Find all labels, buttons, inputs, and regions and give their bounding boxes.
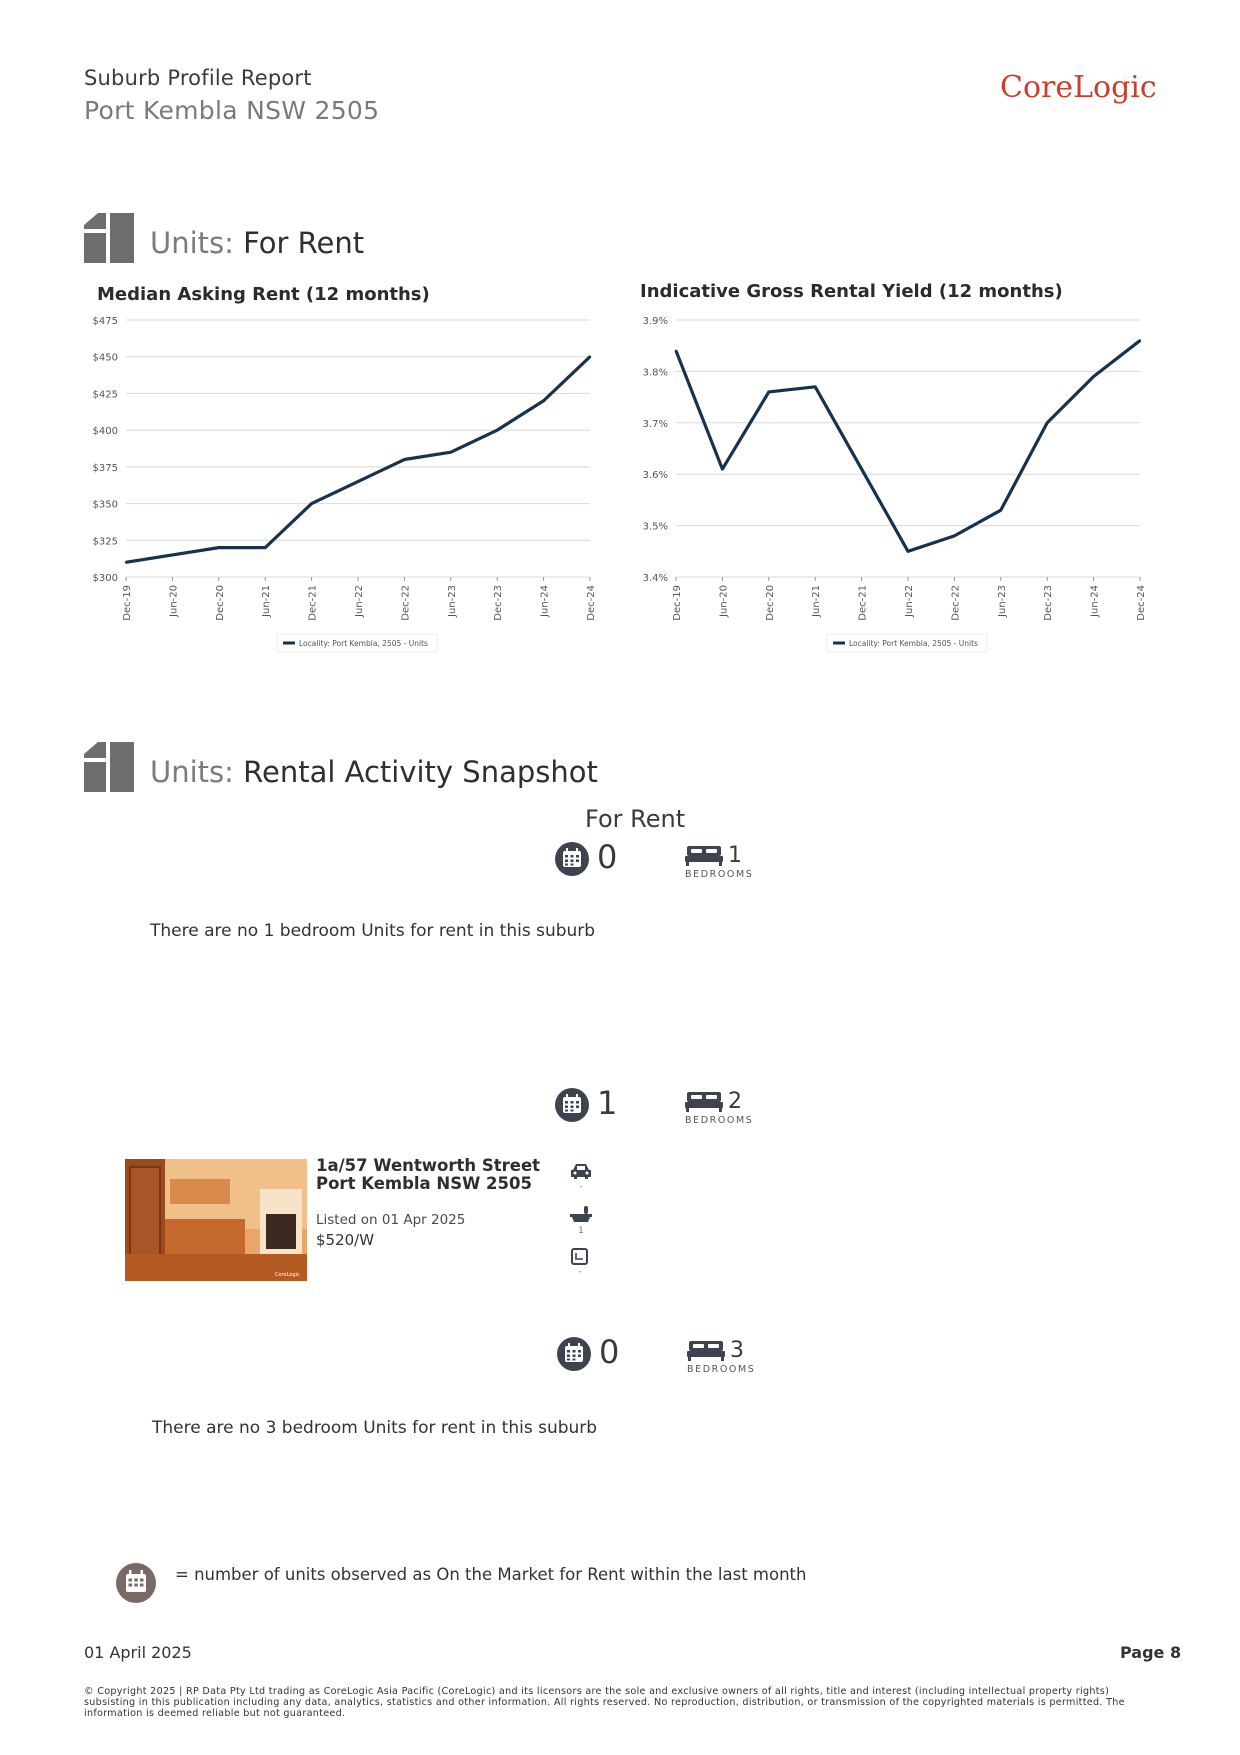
y-tick-label: 3.4% [642, 573, 668, 584]
bedrooms-label: BEDROOMS [685, 869, 754, 880]
bedroom-count: 3 [730, 1338, 744, 1363]
calendar-icon [554, 841, 590, 877]
median-rent-chart [80, 312, 600, 657]
building-icon [84, 742, 134, 792]
data-point [310, 502, 312, 504]
legend-label: Locality: Port Kembla, 2505 - Units [299, 639, 428, 648]
x-tick-label: Jun-23 [446, 585, 458, 617]
address-line-1[interactable]: 1a/57 Wentworth Street [316, 1156, 541, 1175]
section-prefix: Units: [150, 226, 234, 260]
section-prefix: Units: [150, 755, 234, 789]
data-point [450, 451, 452, 453]
footer-date: 01 April 2025 [84, 1643, 192, 1662]
y-tick-label: 3.7% [642, 418, 668, 430]
data-point [125, 561, 127, 563]
calendar-icon [554, 1087, 590, 1123]
x-tick-label: Dec-23 [1043, 585, 1055, 621]
data-point [860, 468, 862, 470]
listing-photo[interactable] [125, 1159, 307, 1281]
listing-date: Listed on 01 Apr 2025 [316, 1212, 466, 1228]
calendar-legend-icon [115, 1562, 157, 1604]
x-tick-label: Jun-23 [996, 585, 1008, 617]
series-line [676, 341, 1140, 552]
no-units-message: There are no 3 bedroom Units for rent in this suburb [152, 1418, 598, 1438]
y-tick-label: $350 [92, 499, 118, 511]
chart-title-rental-yield: Indicative Gross Rental Yield (12 months) [640, 281, 1063, 302]
bedrooms-label: BEDROOMS [685, 1115, 754, 1126]
data-point [171, 554, 173, 556]
data-point [1139, 339, 1141, 341]
no-units-message: There are no 1 bedroom Units for rent in this suburb [150, 921, 596, 941]
listing-address[interactable] [316, 1157, 540, 1193]
x-tick-label: Dec-21 [307, 585, 319, 621]
data-point [1000, 509, 1002, 511]
section-title-for-rent [150, 226, 364, 260]
y-tick-label: $300 [92, 573, 118, 584]
section-title-activity [150, 755, 598, 789]
y-tick-label: 3.6% [642, 470, 668, 482]
data-point [264, 546, 266, 548]
bathroom-count: 1 [578, 1226, 584, 1236]
y-tick-label: $375 [92, 462, 118, 474]
data-point [721, 468, 723, 470]
x-tick-label: Dec-19 [672, 585, 683, 621]
legend-label: Locality: Port Kembla, 2505 - Units [849, 639, 978, 648]
x-tick-label: Jun-22 [904, 585, 915, 617]
car-icon [569, 1162, 593, 1180]
data-point [953, 535, 955, 537]
report-title: Suburb Profile Report [84, 66, 312, 90]
y-tick-label: 3.5% [642, 521, 668, 533]
photo-watermark: CoreLogic [275, 1272, 300, 1278]
x-tick-label: Dec-20 [214, 585, 226, 621]
rental-yield-chart [630, 312, 1150, 657]
data-point [907, 550, 909, 552]
x-tick-label: Jun-24 [1089, 585, 1101, 617]
data-point [357, 480, 359, 482]
x-tick-label: Dec-22 [400, 585, 412, 621]
calendar-icon [556, 1336, 592, 1372]
data-point [1092, 375, 1094, 377]
x-tick-label: Dec-24 [586, 585, 597, 621]
x-tick-label: Jun-20 [718, 585, 730, 617]
data-point [496, 429, 498, 431]
y-tick-label: $325 [92, 536, 118, 548]
data-point [542, 400, 544, 402]
address-line-2: Port Kembla NSW 2505 [316, 1174, 532, 1193]
section-heading: For Rent [243, 226, 365, 260]
suburb-name: Port Kembla NSW 2505 [84, 96, 380, 125]
listing-count: 0 [597, 838, 618, 876]
land-area-icon [570, 1248, 590, 1266]
x-tick-label: Jun-22 [354, 585, 365, 617]
x-tick-label: Jun-20 [168, 585, 180, 617]
bedroom-count: 2 [728, 1089, 742, 1114]
x-tick-label: Jun-21 [811, 585, 823, 617]
x-tick-label: Dec-20 [764, 585, 776, 621]
bed-icon [685, 844, 723, 866]
x-tick-label: Jun-24 [539, 585, 551, 617]
car-spaces: - [579, 1182, 583, 1192]
data-point [589, 356, 591, 358]
bedroom-count: 1 [728, 843, 742, 868]
x-tick-label: Dec-22 [950, 585, 962, 621]
y-tick-label: $475 [92, 316, 118, 327]
data-point [768, 391, 770, 393]
data-point [218, 546, 220, 548]
legend-note: = number of units observed as On the Market for Rent within the last month [175, 1565, 807, 1584]
x-tick-label: Jun-21 [261, 585, 273, 617]
data-point [675, 350, 677, 352]
data-point [1046, 422, 1048, 424]
series-line [126, 357, 590, 563]
listing-count: 0 [599, 1333, 620, 1371]
land-area: - [578, 1267, 582, 1277]
y-tick-label: 3.8% [642, 367, 668, 379]
bedrooms-label: BEDROOMS [687, 1364, 756, 1375]
copyright-notice: © Copyright 2025 | RP Data Pty Ltd trading as CoreLogic Asia Pacific (CoreLogic) and its licensors are the sole and exclusive owners of all rights, title and interest (including intellectual property rights) subsisting in this publication including any data, analytics, statistics and other information. All rights reserved. No reproduction, distribution, or transmission of the copyrighted materials is permitted. The information is deemed reliable but not guaranteed. [84, 1686, 1125, 1719]
corelogic-logo: CoreLogic [1000, 70, 1157, 105]
bath-icon [569, 1206, 593, 1224]
x-tick-label: Dec-21 [857, 585, 869, 621]
listing-price: $520/W [316, 1231, 375, 1249]
x-tick-label: Dec-23 [493, 585, 505, 621]
y-tick-label: $400 [92, 426, 118, 438]
y-tick-label: $450 [92, 352, 118, 364]
building-icon [84, 213, 134, 263]
y-tick-label: 3.9% [642, 316, 668, 327]
data-point [403, 458, 405, 460]
chart-title-median-rent: Median Asking Rent (12 months) [97, 284, 430, 305]
for-rent-heading: For Rent [585, 805, 686, 833]
y-tick-label: $425 [92, 389, 118, 401]
bed-icon [687, 1339, 725, 1361]
section-heading: Rental Activity Snapshot [243, 755, 598, 789]
x-tick-label: Dec-19 [122, 585, 133, 621]
data-point [814, 386, 816, 388]
bed-icon [685, 1090, 723, 1112]
page-number: Page 8 [1120, 1643, 1182, 1662]
listing-count: 1 [597, 1084, 618, 1122]
x-tick-label: Dec-24 [1136, 585, 1147, 621]
